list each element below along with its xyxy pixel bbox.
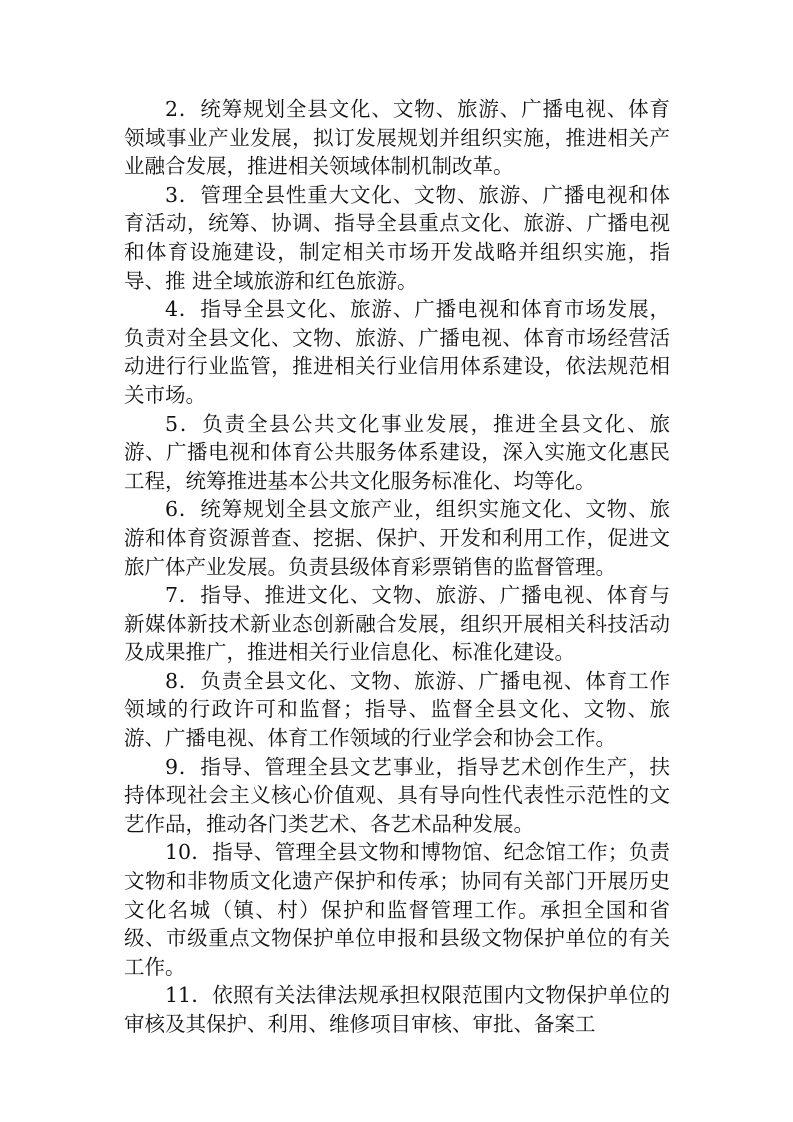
paragraph-item-3: 3．管理全县性重大文化、文物、旅游、广播电视和体育活动，统筹、协调、指导全县重点文化、旅游、广播电视和体育设施建设，制定相关市场开发战略并组织实施，指导、推 进全域旅游和红色旅游。: [124, 182, 670, 293]
paragraph-item-5: 5．负责全县公共文化事业发展，推进全县文化、旅游、广播电视和体育公共服务体系建设，深入实施文化惠民工程，统筹推进基本公共文化服务标准化、均等化。: [124, 411, 670, 493]
paragraph-item-6: 6．统筹规划全县文旅产业，组织实施文化、文物、旅游和体育资源普查、挖据、保护、开发和利用工作，促进文旅广体产业发展。负责县级体育彩票销售的监督管理。: [124, 497, 670, 579]
paragraph-item-4: 4．指导全县文化、旅游、广播电视和体育市场发展，负责对全县文化、文物、旅游、广播电视、体育市场经营活动进行行业监管，推进相关行业信用体系建设，依法规范相关市场。: [124, 297, 670, 407]
document-page: [124, 95, 670, 1039]
paragraph-item-9: 9．指导、管理全县文艺事业，指导艺术创作生产，扶持体现社会主义核心价值观、具有导向性代表性示范性的文艺作品，推动各门类艺术、各艺术品种发展。: [124, 754, 670, 836]
paragraph-item-7: 7．指导、推进文化、文物、旅游、广播电视、体育与新媒体新技术新业态创新融合发展，组织开展相关科技活动及成果推广，推进相关行业信息化、标准化建设。: [124, 583, 670, 665]
paragraph-item-8: 8．负责全县文化、文物、旅游、广播电视、体育工作领域的行政许可和监督；指导、监督全县文化、文物、旅游、广播电视、体育工作领域的行业学会和协会工作。: [124, 668, 670, 751]
paragraph-item-11: 11．依照有关法律法规承担权限范围内文物保护单位的审核及其保护、利用、维修项目审核、审批、备案工: [124, 983, 670, 1036]
paragraph-item-2: 2．统筹规划全县文化、文物、旅游、广播电视、体育领域事业产业发展，拟订发展规划并组织实施，推进相关产业融合发展，推进相关领域体制机制改革。: [124, 97, 670, 179]
paragraph-item-10: 10．指导、管理全县文物和博物馆、纪念馆工作；负责文物和非物质文化遗产保护和传承；协同有关部门开展历史文化名城（镇、村）保护和监督管理工作。承担全国和省级、市级重点文物保护单位申报和县级文物保护单位的有关工作。: [124, 840, 670, 979]
